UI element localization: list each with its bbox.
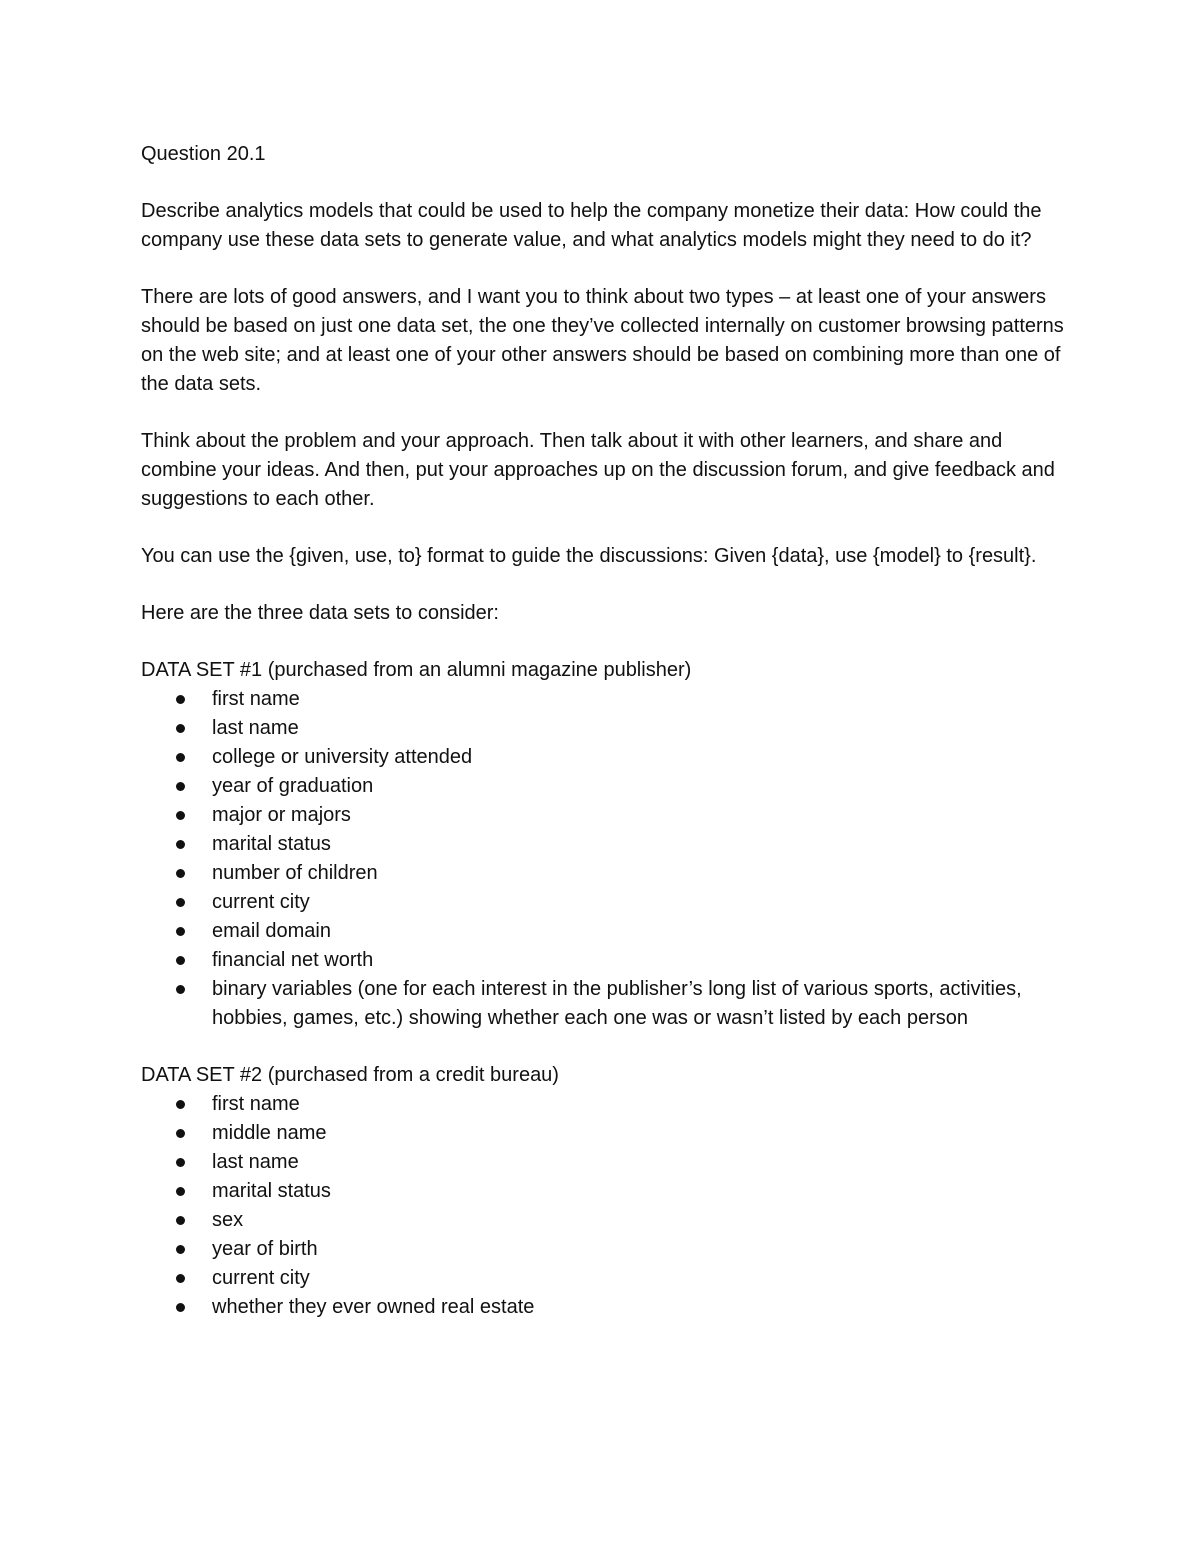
data-set-1-list — [141, 685, 1066, 1033]
list-item-text: marital status — [212, 833, 331, 855]
bullet-icon — [176, 724, 185, 733]
list-item-text: last name — [212, 717, 299, 739]
list-item-text: current city — [212, 1267, 310, 1289]
bullet-icon — [176, 840, 185, 849]
list-item-text: middle name — [212, 1122, 327, 1144]
list-item-text: last name — [212, 1151, 299, 1173]
list-item-text: whether they ever owned real estate — [212, 1296, 535, 1318]
paragraph-describe: Describe analytics models that could be used to help the company monetize their data: How could the company use these data sets to generate value, and what analytics models might they need to do it? — [141, 200, 1042, 251]
list-item-text: current city — [212, 891, 310, 913]
bullet-icon — [176, 956, 185, 965]
list-item — [141, 1177, 1066, 1206]
list-item-text: sex — [212, 1209, 244, 1231]
list-item — [141, 975, 1066, 1033]
list-item-text: email domain — [212, 920, 331, 942]
list-item — [141, 1119, 1066, 1148]
list-item-text: financial net worth — [212, 949, 374, 971]
list-item — [141, 685, 1066, 714]
data-set-2-heading: DATA SET #2 (purchased from a credit bureau) — [141, 1064, 559, 1086]
bullet-icon — [176, 1216, 185, 1225]
list-item — [141, 1235, 1066, 1264]
list-item — [141, 1090, 1066, 1119]
list-item — [141, 1148, 1066, 1177]
list-item — [141, 743, 1066, 772]
data-set-2-list — [141, 1090, 1066, 1322]
list-item — [141, 1206, 1066, 1235]
bullet-icon — [176, 1158, 185, 1167]
list-item-text: number of children — [212, 862, 378, 884]
bullet-icon — [176, 898, 185, 907]
list-item — [141, 1293, 1066, 1322]
list-item-text: year of graduation — [212, 775, 374, 797]
list-item — [141, 772, 1066, 801]
list-item-text: first name — [212, 688, 300, 710]
paragraph-data-sets-intro: Here are the three data sets to consider: — [141, 602, 499, 624]
list-item-text: marital status — [212, 1180, 331, 1202]
paragraph-answer-types: There are lots of good answers, and I want you to think about two types – at least one of your answers should be based on just one data set, the one they’ve collected internally on customer browsing patterns on the web site; and at least one of your other answers should be based on combining more than one of the data sets. — [141, 286, 1064, 395]
list-item — [141, 888, 1066, 917]
bullet-icon — [176, 927, 185, 936]
list-item — [141, 946, 1066, 975]
list-item — [141, 1264, 1066, 1293]
bullet-icon — [176, 1129, 185, 1138]
data-set-2 — [141, 1061, 1066, 1322]
bullet-icon — [176, 1245, 185, 1254]
data-set-1 — [141, 656, 1066, 1033]
list-item-text: major or majors — [212, 804, 351, 826]
document-page — [141, 140, 1066, 1350]
list-item — [141, 917, 1066, 946]
bullet-icon — [176, 985, 185, 994]
question-title: Question 20.1 — [141, 143, 266, 165]
bullet-icon — [176, 782, 185, 791]
bullet-icon — [176, 695, 185, 704]
paragraph-format: You can use the {given, use, to} format to guide the discussions: Given {data}, use {model} to {result}. — [141, 545, 1037, 567]
bullet-icon — [176, 1187, 185, 1196]
bullet-icon — [176, 811, 185, 820]
list-item-text: college or university attended — [212, 746, 473, 768]
data-set-1-heading: DATA SET #1 (purchased from an alumni magazine publisher) — [141, 659, 692, 681]
list-item — [141, 830, 1066, 859]
list-item — [141, 801, 1066, 830]
bullet-icon — [176, 1274, 185, 1283]
list-item — [141, 859, 1066, 888]
bullet-icon — [176, 1100, 185, 1109]
bullet-icon — [176, 1303, 185, 1312]
bullet-icon — [176, 869, 185, 878]
bullet-icon — [176, 753, 185, 762]
list-item — [141, 714, 1066, 743]
paragraph-discussion: Think about the problem and your approach. Then talk about it with other learners, and share and combine your ideas. And then, put your approaches up on the discussion forum, and give feedback and suggestions to each other. — [141, 430, 1055, 510]
list-item-text: first name — [212, 1093, 300, 1115]
list-item-text: binary variables (one for each interest in the publisher’s long list of various sports, activities, hobbies, games, etc.) showing whether each one was or wasn’t listed by each person — [212, 978, 1022, 1029]
list-item-text: year of birth — [212, 1238, 318, 1260]
